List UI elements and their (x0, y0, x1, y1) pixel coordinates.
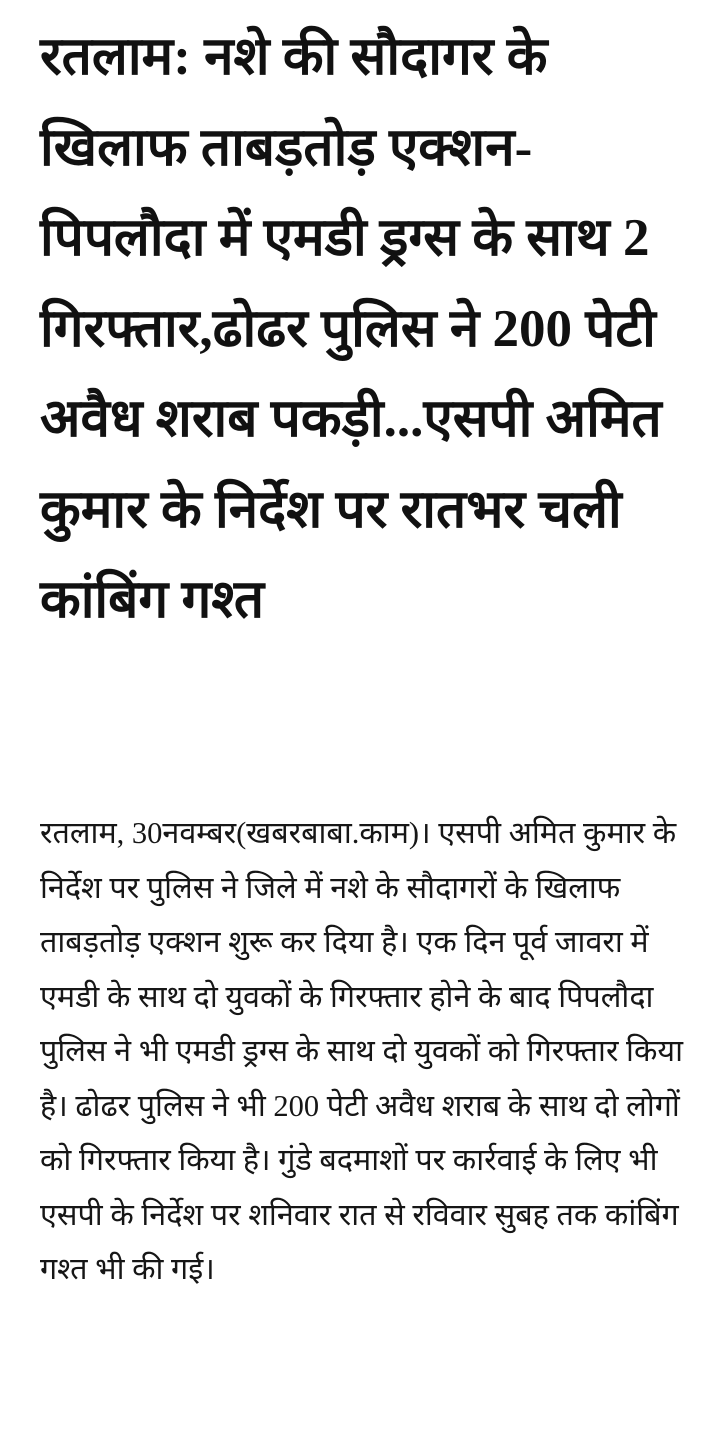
news-article (40, 0, 690, 1286)
article-headline: रतलाम: नशे की सौदागर के खिलाफ ताबड़तोड़ एक्शन-पिपलौदा में एमडी ड्रग्स के साथ 2 गिरफ्तार,ढोढर पुलिस ने 200 पेटी अवैध शराब पकड़ी...एसपी अमित कुमार के निर्देश पर रातभर चली कांबिंग गश्त (40, 28, 662, 629)
article-body-paragraph: रतलाम, 30नवम्बर(खबरबाबा.काम)। एसपी अमित कुमार के निर्देश पर पुलिस ने जिले में नशे के सौदागरों के खिलाफ ताबड़तोड़ एक्शन शुरू कर दिया है। एक दिन पूर्व जावरा में एमडी के साथ दो युवकों के गिरफ्तार होने के बाद पिपलौदा पुलिस ने भी एमडी ड्रग्स के साथ दो युवकों को गिरफ्तार किया है। ढोढर पुलिस ने भी 200 पेटी अवैध शराब के साथ दो लोगों को गिरफ्तार किया है। गुंडे बदमाशों पर कार्रवाई के लिए भी एसपी के निर्देश पर शनिवार रात से रविवार सुबह तक कांबिंग गश्त भी की गई। (40, 816, 683, 1286)
